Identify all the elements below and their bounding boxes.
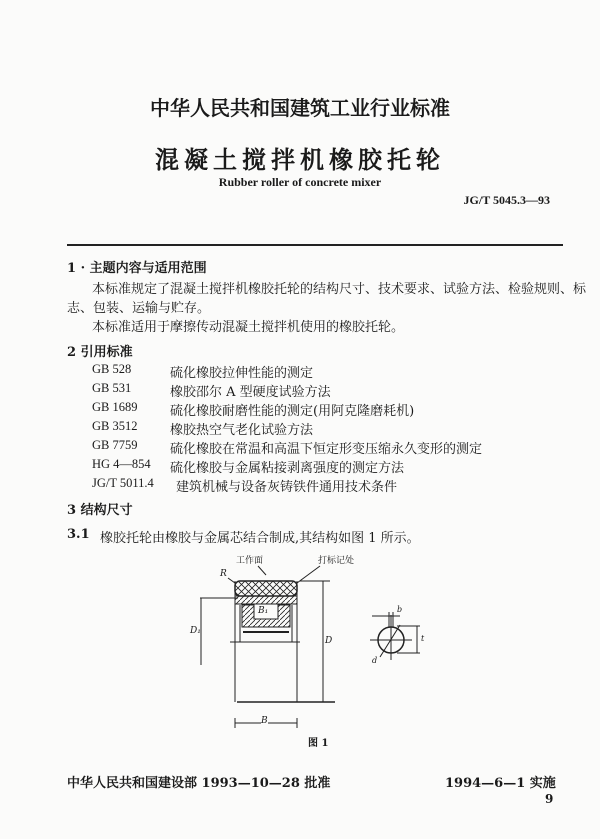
section-2-heading: 2 引用标准 [67, 345, 133, 360]
reference-title: 橡胶热空气老化试验方法 [170, 423, 314, 438]
reference-title: 硫化橡胶在常温和高温下恒定形变压缩永久变形的测定 [170, 442, 483, 457]
reference-title: 硫化橡胶与金属粘接剥离强度的测定方法 [170, 461, 405, 476]
section-1-para1-line2: 志、包装、运输与贮存。 [67, 301, 211, 316]
section-1-para2: 本标准适用于摩擦传动混凝土搅拌机使用的橡胶托轮。 [92, 320, 405, 335]
reference-code: GB 7759 [92, 438, 138, 452]
label-b: b [397, 605, 403, 614]
reference-title: 橡胶邵尔 A 型硬度试验方法 [170, 385, 331, 400]
standard-code: JG/T 5045.3—93 [463, 193, 550, 207]
document-title: 混凝土搅拌机橡胶托轮 [155, 145, 445, 174]
reference-title: 硫化橡胶耐磨性能的测定(用阿克隆磨耗机) [170, 404, 415, 419]
section-1-para1-line1: 本标准规定了混凝土搅拌机橡胶托轮的结构尺寸、技术要求、试验方法、检验规则、标 [92, 282, 587, 297]
label-d: d [372, 656, 378, 665]
page-number: 9 [545, 792, 554, 806]
reference-title: 建筑机械与设备灰铸铁件通用技术条件 [176, 480, 398, 495]
label-B: B [261, 716, 268, 726]
issuing-body: 中华人民共和国建筑工业行业标准 [150, 96, 450, 120]
reference-title: 硫化橡胶拉伸性能的测定 [170, 366, 314, 381]
reference-code: GB 1689 [92, 400, 138, 414]
english-title: Rubber roller of concrete mixer [218, 175, 382, 189]
reference-code: JG/T 5011.4 [92, 476, 154, 490]
label-D: D [325, 636, 333, 646]
reference-code: GB 3512 [92, 419, 138, 433]
reference-code: GB 531 [92, 381, 132, 395]
section-1-heading: 1 · 主题内容与适用范围 [67, 261, 207, 276]
reference-code: HG 4—854 [92, 457, 151, 471]
figure-caption: 图 1 [308, 738, 329, 749]
label-t: t [421, 634, 425, 643]
clause-number: 3.1 [67, 527, 90, 542]
reference-code: GB 528 [92, 362, 132, 376]
label-B1: B₁ [258, 606, 269, 616]
label-R: R [220, 569, 227, 579]
rubber-tread [235, 581, 297, 596]
section-3-heading: 3 结构尺寸 [67, 503, 133, 518]
label-work-face: 工作面 [236, 556, 264, 566]
clause-text: 橡胶托轮由橡胶与金属芯结合制成,其结构如图 1 所示。 [100, 531, 420, 546]
label-D1: D₁ [190, 626, 201, 636]
effective-date: 1994—6—1 实施 [445, 776, 556, 791]
label-mark-location: 打标记处 [318, 556, 355, 566]
approval-line: 中华人民共和国建设部 1993—10—28 批准 [67, 776, 331, 791]
